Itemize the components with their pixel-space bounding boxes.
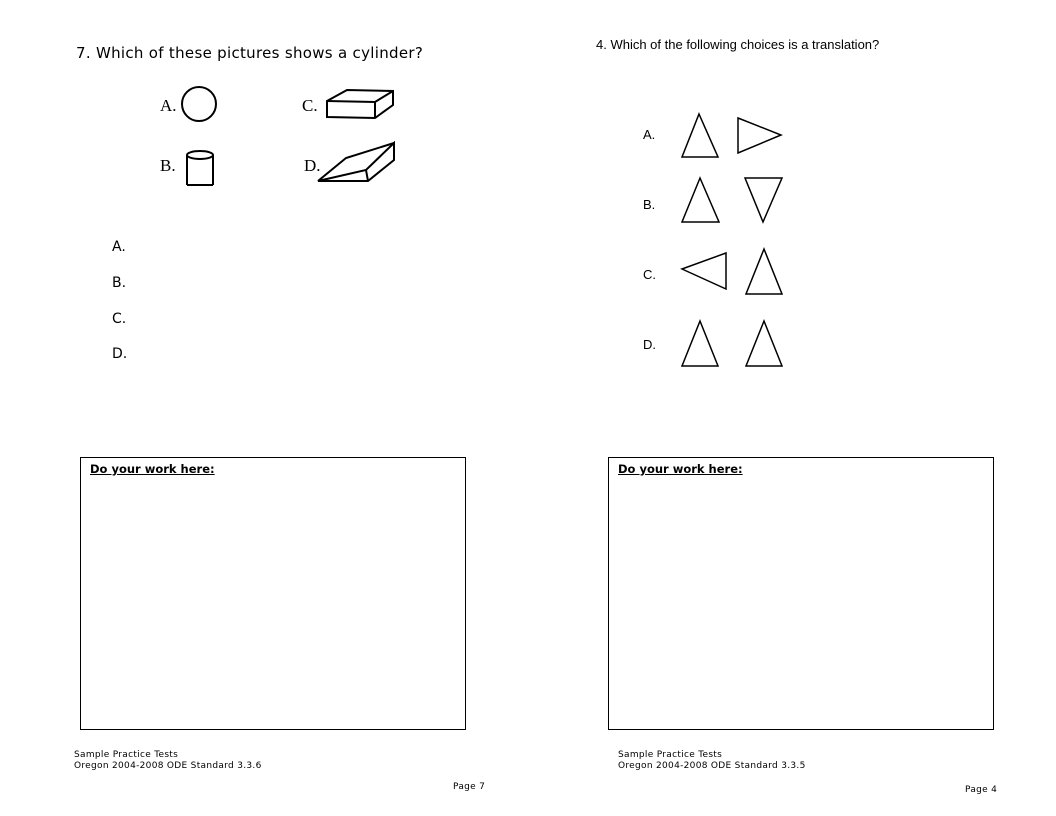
- choice-d[interactable]: D.: [643, 337, 656, 352]
- question-7-text: 7. Which of these pictures shows a cylinder?: [76, 44, 424, 62]
- circle-icon: [180, 86, 220, 126]
- footer-line-2: Oregon 2004-2008 ODE Standard 3.3.6: [74, 761, 262, 771]
- work-area-left[interactable]: [80, 457, 466, 730]
- choice-c[interactable]: C.: [643, 267, 656, 282]
- footer-left: [74, 750, 262, 772]
- work-area-right[interactable]: [608, 457, 994, 730]
- footer-line-1: Sample Practice Tests: [74, 750, 179, 760]
- cylinder-icon: [184, 148, 218, 190]
- question-4-text: 4. Which of the following choices is a translation?: [596, 37, 880, 52]
- choice-c[interactable]: C.: [112, 311, 127, 327]
- triangle-pair-flipped-icon: [678, 175, 788, 227]
- footer-line-2: Oregon 2004-2008 ODE Standard 3.3.5: [618, 761, 806, 771]
- choice-a[interactable]: A.: [643, 127, 656, 142]
- choice-b[interactable]: B.: [112, 275, 127, 291]
- triangle-pair-translated-icon: [678, 318, 788, 370]
- figure-label-c: C.: [302, 96, 318, 115]
- triangle-pair-rotated-icon: [678, 110, 788, 162]
- work-area-title: Do your work here:: [618, 462, 743, 476]
- work-area-title: Do your work here:: [90, 462, 215, 476]
- figure-label-d: D.: [304, 156, 321, 175]
- choice-b[interactable]: B.: [643, 197, 656, 212]
- page-number-left: Page 7: [453, 782, 486, 792]
- choice-d[interactable]: D.: [112, 346, 128, 362]
- triangular-prism-icon: [316, 140, 398, 184]
- choice-a[interactable]: A.: [112, 239, 126, 255]
- figure-label-b: B.: [160, 156, 176, 175]
- rectangular-prism-icon: [325, 88, 397, 122]
- page-number-right: Page 4: [965, 785, 998, 795]
- triangle-pair-rotated-left-icon: [678, 245, 788, 297]
- figure-label-a: A.: [160, 96, 177, 115]
- footer-line-1: Sample Practice Tests: [618, 750, 723, 760]
- footer-right: [618, 750, 806, 772]
